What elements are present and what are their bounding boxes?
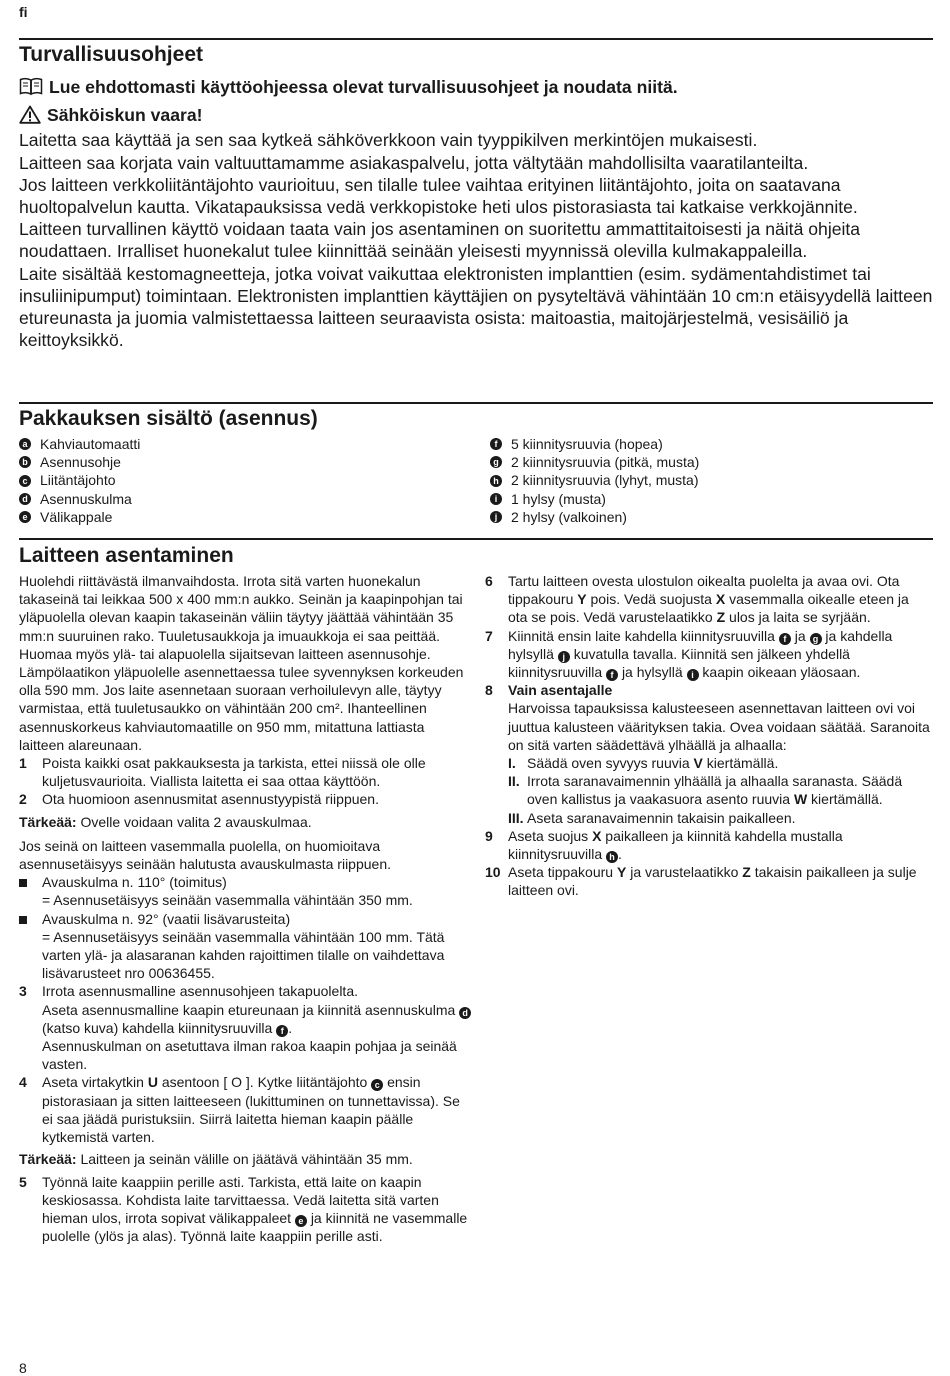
package-list-right [490, 435, 930, 526]
step-text: Aseta tippakouru [508, 864, 614, 881]
list-item [490, 508, 930, 526]
item-badge: h [490, 475, 502, 487]
item-badge: c [371, 1079, 383, 1091]
item-badge: b [19, 456, 31, 468]
item-badge: e [295, 1215, 307, 1227]
square-bullet-icon [19, 916, 27, 924]
item-label: Välikappale [40, 508, 113, 525]
warning-triangle-icon [19, 105, 41, 129]
step-5 [19, 1173, 472, 1246]
step-text: Irrota saranavaimennin ylhäällä ja alhaalla saranasta. Säädä oven kallistus ja vaakasuora asento ruuvia [527, 773, 903, 808]
note-label: Tärkeää: [19, 813, 77, 830]
step-number: 5 [19, 1173, 27, 1190]
step-10 [485, 863, 931, 899]
step-number: 6 [485, 573, 493, 589]
step-number: 1 [19, 755, 27, 772]
item-badge: j [490, 511, 502, 523]
install-section [19, 543, 234, 568]
open-book-icon [19, 77, 43, 101]
note-text: Laitteen ja seinän välille on jäätävä vähintään 35 mm. [76, 1151, 413, 1168]
part-letter: Z [716, 609, 726, 626]
bullet-item [19, 910, 472, 983]
list-item [19, 453, 459, 471]
step-text: Säädä oven syvyys ruuvia [527, 755, 690, 772]
step-text: takaisin paikalleen ja sulje laitteen ovi. [508, 864, 917, 899]
step-text: Irrota asennusmalline asennusohjeen takapuolelta. [42, 983, 358, 1000]
item-label: Asennuskulma [40, 490, 132, 507]
list-item [19, 490, 459, 508]
step-number: 9 [485, 827, 493, 844]
package-title: Pakkauksen sisältö (asennus) [19, 407, 318, 430]
step-text: ja hylsyllä [621, 664, 683, 681]
part-letter: Y [616, 864, 627, 881]
safety-paragraph: Jos laitteen verkkoliitäntäjohto vaurioituu, sen tilalle tulee vaihtaa erityinen liitäntäjohto, joita on saatavana huoltopalvelun kautta. Vikatapauksissa vedä verkkopistoke heti ulos pistorasiasta tai katkaise verkkojännite. [19, 174, 858, 218]
step-text: Työnnä laite kaappiin perille asti. Tarkista, että laite on kaapin keskiosassa. Kohdista laite tarvittaessa. Vedä laitetta sitä varten hieman ulos, irrota sopivat välikappaleet [42, 1173, 439, 1226]
important-note [19, 1150, 472, 1168]
part-letter: Z [742, 864, 751, 881]
important-note [19, 813, 472, 831]
list-item [490, 490, 930, 508]
divider [19, 402, 933, 404]
item-label: 2 kiinnitysruuvia (pitkä, musta) [511, 454, 700, 471]
substep [508, 754, 931, 772]
list-item [19, 471, 459, 489]
part-letter: V [693, 755, 703, 772]
step-text: pois. Vedä suojusta [590, 591, 712, 608]
item-badge: d [19, 493, 31, 505]
step-text: Poista kaikki osat pakkauksesta ja tarkista, ettei niissä ole olle kuljetusvaurioita. Viallista laitetta ei saa ottaa käyttöön. [42, 755, 426, 790]
safety-paragraph: Laitteen saa korjata vain valtuuttamamme asiakaspalvelu, jotta vältytään mahdollisilta vaaratilanteilta. [19, 152, 809, 173]
step-9: 9 Aseta suojus X paikalleen ja kiinnitä kahdella mustalla kiinnitysruuvilla h . [485, 827, 843, 863]
item-label: Kahviautomaatti [40, 436, 141, 452]
hinge-intro: Jos seinä on laitteen vasemmalla puolella, on huomioitava asennusetäisyys seinään halutusta avauskulmasta riippuen. [19, 837, 392, 873]
substep-number: III. [508, 809, 524, 826]
step-text: Aseta saranavaimennin takaisin paikalleen. [527, 809, 796, 826]
step-text: Kiinnitä ensin laite kahdella kiinnitysruuvilla [508, 627, 775, 644]
item-badge: a [19, 438, 31, 450]
safety-section [19, 42, 203, 67]
list-item [490, 453, 930, 471]
item-badge: g [490, 456, 502, 468]
step-text: Tartu laitteen ovesta ulostulon oikealta puolelta ja avaa ovi. Ota tippakouru [508, 573, 900, 608]
item-badge: g [810, 633, 822, 645]
package-list-left [19, 435, 459, 526]
step-text: ulos ja laita se syrjään. [729, 609, 871, 626]
divider [19, 38, 933, 40]
install-right-column [485, 572, 931, 900]
step-text: kiertämällä. [811, 791, 883, 808]
language-code: fi [19, 4, 28, 20]
step-text: vasemmalla oikealle eteen ja ota se pois. Vedä varustelaatikko [508, 591, 909, 626]
step-text: paikalleen ja kiinnitä kahdella mustalla kiinnitysruuvilla [508, 827, 843, 863]
step-text: ja kahdella hylsyllä [508, 627, 893, 662]
note-text: Ovelle voidaan valita 2 avauskulmaa. [76, 813, 312, 830]
list-item [19, 435, 459, 453]
item-badge: i [687, 669, 699, 681]
step-text: Aseta asennusmalline kaapin etureunaan ja kiinnitä asennuskulma [42, 1001, 456, 1018]
substep-number: II. [508, 773, 520, 790]
bullet-line: = Asennusetäisyys seinään vasemmalla vähintään 350 mm. [42, 892, 413, 909]
step-text: ja varustelaatikko [630, 864, 739, 881]
substep-number: I. [508, 755, 516, 772]
item-badge: f [779, 633, 791, 645]
item-badge: i [490, 493, 502, 505]
warning-title: Sähköiskun vaara! [47, 105, 203, 126]
step-text: kuvatulla tavalla. Kiinnitä sen jälkeen yhdellä kiinnitysruuvilla [508, 645, 850, 681]
bullet-item [19, 873, 472, 909]
bullet-line: Avauskulma n. 92° (vaatii lisävarusteita) [42, 910, 291, 927]
step-text: ja [794, 627, 806, 644]
note-label: Tärkeää: [19, 1151, 77, 1168]
list-item [19, 508, 459, 526]
step-text: (katso kuva) kahdella kiinnitysruuvilla [42, 1019, 273, 1036]
step-text: ja kiinnitä ne vasemmalle puolelle (ylös ja alas). Työnnä laite kaappiin perille asti. [42, 1209, 468, 1245]
item-label: 2 hylsy (valkoinen) [511, 508, 627, 525]
step-3: 3 Irrota asennusmalline asennusohjeen takapuolelta. Aseta asennusmalline kaapin etureunaan ja kiinnitä asennuskulma d (katso kuva) kahdella kiinnitysruuvilla f . Asennuskulman on asetuttava ilman rakoa kaapin pohjaa ja seinää vasten. [19, 982, 472, 1073]
step-text: Harvoissa tapauksissa kalusteeseen asennettavan laitteen ovi voi juuttua kalusteen väärityksen takia. Ovea voidaan säätää. Saranoita on sitä varten säädettävä ylhäällä ja alhaalla: [508, 700, 930, 753]
install-left-column [19, 572, 472, 1245]
safety-paragraph: Laite sisältää kestomagneetteja, jotka voivat vaikuttaa elektronisten implanttien (esim. sydämentahdistimet tai insuliinipumput) toimintaan. Elektronisten implanttien käyttäjien on pysyteltävä vähintään 10 cm:n etäisyydellä laitteen etureunasta ja juomia valmistettaessa laitteen seuraavista osista: maitoastia, maitojärjestelmä, vesisäiliö ja keittoyksikkö. [19, 263, 933, 351]
step-number: 2 [19, 791, 27, 808]
step-text: Ota huomioon asennusmitat asennustyypistä riippuen. [42, 791, 379, 808]
safety-paragraph: Laitetta saa käyttää ja sen saa kytkeä sähköverkkoon vain tyyppikilven merkintöjen mukaisesti. [19, 130, 758, 151]
step-7 [485, 627, 931, 682]
item-badge: j [558, 651, 570, 663]
item-badge: f [490, 438, 502, 450]
item-badge: d [459, 1007, 471, 1019]
item-badge: h [606, 851, 618, 863]
part-letter: Y [577, 591, 587, 608]
step-2 [19, 790, 472, 808]
part-letter: W [793, 791, 808, 808]
step-6 [485, 572, 931, 627]
safety-title: Turvallisuusohjeet [19, 43, 203, 66]
item-label: Liitäntäjohto [40, 472, 116, 489]
warning-heading [19, 104, 933, 129]
step-text: asentoon [ O ]. Kytke liitäntäjohto [161, 1074, 368, 1091]
step-text: kiertämällä. [706, 755, 779, 772]
step-text: kaapin oikeaan yläosaan. [702, 664, 861, 681]
part-letter: X [592, 827, 602, 844]
square-bullet-icon [19, 879, 27, 887]
item-label: Asennusohje [40, 454, 121, 471]
step-8 [485, 681, 931, 827]
install-intro: Huolehdi riittävästä ilmanvaihdosta. Irrota sitä varten huonekalun takaseinä tai leikkaa 500 x 400 mm:n aukko. Seinän ja kaapinpohjan tai yläpuolella olevan kaapin takaseinän väliin täytyy jäättää vähintään 35 mm:n suuruinen rako. Tuuletusaukkoja ja imuaukkoja ei saa peittää. Huomaa myös ylä- tai alapuolella sijaitsevan laitteen asennusohje. Lämpölaatikon yläpuolelle asennettaessa tulee syvennyksen korkeuden olla 590 mm. Jos laite asennetaan suoraan verhoilulevyn alle, täytyy varmistaa, että tuuletusaukko on vähintään 200 cm². Ihanteellinen asennuskorkeus kahviautomaatille on 950 mm, mitattuna lattiasta laitteen alareunaan. [19, 573, 464, 753]
package-section [19, 406, 318, 431]
item-badge: f [606, 669, 618, 681]
safety-paragraph: Laitteen turvallinen käyttö voidaan taata vain jos asentaminen on suoritettu ammattitaitoisesti ja näitä ohjeita noudattaen. Irralliset huonekalut tulee kiinnittää seinään yleisesti myynnissä olevilla kulmakappaleilla. [19, 219, 861, 262]
read-notice [19, 76, 933, 101]
bullet-line: = Asennusetäisyys seinään vasemmalla vähintään 100 mm. Tätä varten ylä- ja alasaranan kahden rajoittimen tilalle on vaihdettava lisävarusteet nro 00636455. [42, 928, 445, 982]
divider [19, 538, 933, 540]
safety-text [19, 76, 933, 351]
page-number: 8 [19, 1360, 27, 1376]
read-notice-text: Lue ehdottomasti käyttöohjeessa olevat turvallisuusohjeet ja noudata niitä. [49, 77, 678, 97]
item-label: 5 kiinnitysruuvia (hopea) [511, 436, 663, 452]
item-badge: c [19, 475, 31, 487]
item-badge: f [276, 1025, 288, 1037]
step-text: Aseta suojus [508, 827, 589, 844]
list-item [490, 435, 930, 453]
bullet-line: Avauskulma n. 110° (toimitus) [42, 874, 227, 891]
item-label: 2 kiinnitysruuvia (lyhyt, musta) [511, 472, 699, 489]
switch-letter: U [147, 1074, 158, 1091]
install-title: Laitteen asentaminen [19, 544, 234, 567]
substep [508, 772, 931, 808]
step-number: 8 [485, 682, 493, 699]
item-badge: e [19, 511, 31, 523]
step-number: 4 [19, 1074, 27, 1091]
step-title: Vain asentajalle [508, 682, 613, 699]
step-1 [19, 754, 472, 790]
substep [508, 809, 931, 827]
step-text: ensin pistorasiaan ja sitten laitteeseen (lukittuminen on tunnettavissa). Se ei saa jäädä puristuksiin. Siirrä laitetta hieman kaapin päälle kytkemistä varten. [42, 1074, 460, 1146]
step-number: 7 [485, 627, 493, 644]
step-text: Asennuskulman on asetuttava ilman rakoa kaapin pohjaa ja seinää vasten. [42, 1038, 457, 1073]
list-item [490, 471, 930, 489]
step-number: 10 [485, 864, 501, 881]
step-number: 3 [19, 983, 27, 1000]
step-4 [19, 1073, 472, 1146]
item-label: 1 hylsy (musta) [511, 490, 606, 507]
part-letter: X [715, 591, 726, 608]
step-text: Aseta virtakytkin [42, 1074, 144, 1091]
